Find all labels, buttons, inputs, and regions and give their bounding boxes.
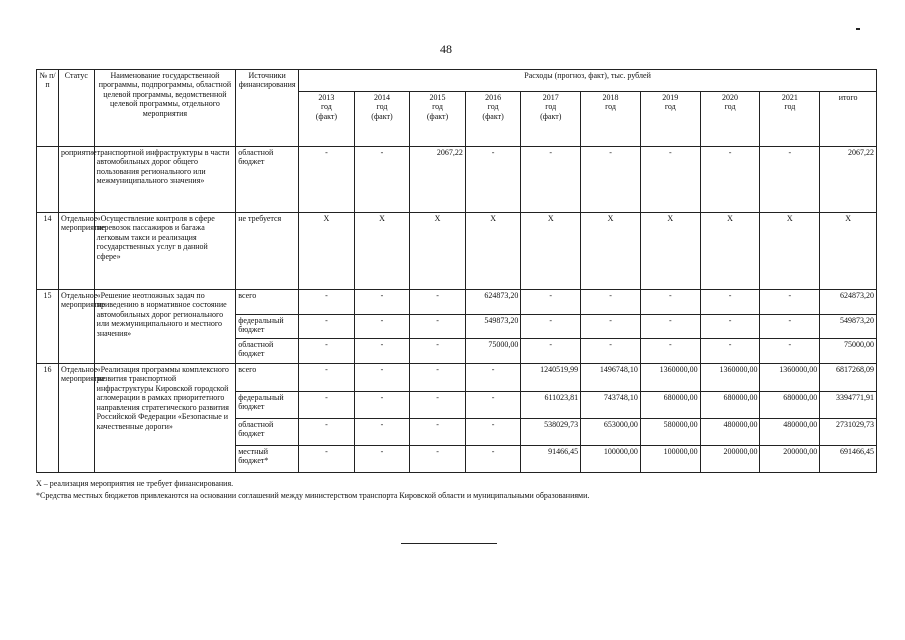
year-value: 75000,00	[466, 338, 521, 363]
year-header-2013	[299, 91, 355, 146]
year-value: 91466,45	[521, 445, 580, 472]
year-value-group	[640, 290, 700, 364]
year-header-sub: год	[724, 102, 736, 112]
year-value-group	[465, 290, 521, 364]
year-header-sub: год	[487, 102, 499, 112]
sub-cells	[641, 364, 700, 472]
year-value: -	[466, 418, 521, 445]
year-value: X	[354, 213, 410, 290]
year-value: -	[299, 147, 355, 213]
year-header-2016	[465, 91, 521, 146]
year-value: -	[299, 391, 354, 418]
year-value: 653000,00	[581, 418, 640, 445]
funding-source-group	[236, 364, 299, 473]
year-header-2019	[640, 91, 700, 146]
year-value: -	[549, 291, 553, 300]
year-header-y: 2013	[318, 92, 335, 102]
year-value: 743748,10	[581, 391, 640, 418]
year-header-2015	[410, 91, 466, 146]
year-value: 580000,00	[641, 418, 700, 445]
corner-mark	[856, 28, 860, 30]
total-value-group	[820, 364, 877, 473]
row-name: «Решение неотложных задач по приведению в нормативное состояние автомобильных дорог регионального или межмуниципального и местного значения»	[94, 290, 236, 364]
total-value: 75000,00	[820, 338, 876, 363]
sub-cells	[641, 290, 700, 363]
year-value-group	[410, 290, 466, 364]
sub-cells	[820, 290, 876, 363]
year-header-sub: год	[664, 102, 676, 112]
footnote-local-budgets: *Средства местных бюджетов привлекаются на основании соглашений между министерством транспорта Кировской области и муниципальными образованиями.	[36, 491, 590, 500]
year-header-sub: год	[320, 102, 332, 112]
year-value-group	[299, 364, 355, 473]
year-value: -	[760, 147, 820, 213]
funding-source: областной бюджет	[236, 418, 298, 445]
col-num-header: № п/п	[37, 70, 59, 147]
total-value: 3394771,91	[820, 391, 876, 418]
year-value: -	[436, 365, 439, 374]
funding-source-group	[236, 290, 299, 364]
total-value: 6817268,09	[836, 365, 874, 374]
year-header-sub: год	[784, 102, 796, 112]
year-value-group	[700, 290, 760, 364]
year-value: -	[325, 291, 328, 300]
year-header-note: (факт)	[540, 111, 562, 121]
sub-cells	[760, 290, 819, 363]
funding-source: не требуется	[236, 213, 299, 290]
year-value: -	[760, 314, 819, 338]
year-value: -	[436, 291, 439, 300]
year-value: -	[299, 445, 354, 472]
year-value: -	[641, 314, 700, 338]
year-value: -	[325, 365, 328, 374]
funding-source: местный бюджет*	[236, 445, 298, 472]
year-value: -	[581, 147, 641, 213]
year-value: -	[380, 291, 384, 300]
funding-source: всего	[238, 291, 257, 300]
sub-cells	[299, 290, 354, 363]
sub-cells	[410, 290, 465, 363]
year-header-sub: год	[376, 102, 388, 112]
year-value: 480000,00	[701, 418, 760, 445]
year-header-note: (факт)	[426, 111, 449, 121]
year-value-group	[700, 364, 760, 473]
year-value-group	[521, 290, 581, 364]
year-value-group	[299, 290, 355, 364]
row-name: «Осуществление контроля в сфере перевозок пассажиров и багажа легковым такси и реализация государственных услуг в данной сфере»	[94, 213, 236, 290]
sub-cells	[701, 364, 760, 472]
year-value: -	[700, 147, 760, 213]
funding-source: всего	[238, 365, 257, 374]
year-header-note: (факт)	[482, 111, 504, 121]
year-value: X	[581, 213, 641, 290]
sub-cells	[701, 290, 760, 363]
year-value: -	[701, 338, 760, 363]
sub-cells	[521, 290, 580, 363]
sub-cells	[466, 290, 521, 363]
total-value: 2067,22	[820, 147, 877, 213]
year-value: -	[640, 147, 700, 213]
year-value: X	[700, 213, 760, 290]
year-value: 480000,00	[760, 418, 819, 445]
row-name: «Реализация программы комплексного развития транспортной инфраструктуры Кировской городской агломерации в рамках приоритетного направления стратегического развития Российской Федерации «Безопасные и качественные дороги»	[94, 364, 236, 473]
year-header-2018	[581, 91, 641, 146]
year-header-note: (факт)	[371, 111, 393, 121]
signature-line	[401, 543, 497, 544]
year-value: 1360000,00	[719, 365, 758, 374]
year-value: -	[380, 365, 384, 374]
year-value: -	[354, 147, 410, 213]
year-value: -	[410, 314, 465, 338]
year-value: -	[668, 291, 672, 300]
year-value: -	[466, 391, 521, 418]
row-name: транспортной инфраструктуры в части автомобильных дорог общего пользования регионального или межмуниципального значения»	[94, 147, 236, 213]
row-number: 16	[37, 364, 59, 473]
sub-cells	[521, 364, 580, 472]
year-value: -	[466, 445, 521, 472]
sub-cells	[581, 364, 640, 472]
year-value: 680000,00	[701, 391, 760, 418]
sub-cells	[410, 364, 465, 472]
year-header-y: 2015	[429, 92, 446, 102]
year-value: -	[760, 338, 819, 363]
year-value: 200000,00	[760, 445, 819, 472]
expenses-header: Расходы (прогноз, факт), тыс. рублей	[299, 70, 877, 92]
sub-cells	[820, 364, 876, 472]
sub-cells	[355, 364, 410, 472]
funding-source: федеральный бюджет	[236, 391, 298, 418]
year-value: X	[760, 213, 820, 290]
year-header-y: 2016	[485, 92, 502, 102]
year-value: X	[521, 213, 581, 290]
year-value: -	[410, 418, 465, 445]
year-value: -	[410, 391, 465, 418]
total-value: X	[820, 213, 877, 290]
year-value: -	[355, 445, 410, 472]
year-value-group	[760, 290, 820, 364]
sub-cells	[581, 290, 640, 363]
year-value: 538029,73	[521, 418, 580, 445]
year-value: 549873,20	[466, 314, 521, 338]
year-header-y: 2021	[781, 92, 798, 102]
total-value: 624873,20	[840, 291, 874, 300]
year-value: -	[355, 338, 410, 363]
row-status: Отдельное мероприятие	[59, 290, 95, 364]
header-row-1	[37, 70, 877, 92]
col-name-header: Наименование государственной программы, подпрограммы, областной целевой программы, ведомственной целевой программы, отдельного мероприятия	[94, 70, 236, 147]
sub-cells	[760, 364, 819, 472]
year-value: -	[581, 314, 640, 338]
year-value: -	[410, 445, 465, 472]
year-value: 100000,00	[641, 445, 700, 472]
table-row	[37, 364, 877, 473]
expenses-table	[36, 69, 877, 473]
year-value: X	[640, 213, 700, 290]
year-header-2017	[521, 91, 581, 146]
year-value: -	[491, 365, 495, 374]
year-header-y: 2014	[373, 92, 390, 102]
year-header-sub: год	[545, 102, 557, 112]
year-value: -	[465, 147, 521, 213]
row-status: Отдельное мероприятие	[59, 364, 95, 473]
year-value-group	[354, 364, 410, 473]
year-header-2021	[760, 91, 820, 146]
col-status-header: Статус	[59, 70, 95, 147]
total-value-group	[820, 290, 877, 364]
table-row	[37, 213, 877, 290]
year-value-group	[410, 364, 466, 473]
total-value: 2731029,73	[820, 418, 876, 445]
year-header-note: (факт)	[315, 111, 338, 121]
year-value: 1360000,00	[779, 365, 818, 374]
sub-cells	[236, 290, 298, 363]
year-value: 2067,22	[410, 147, 466, 213]
row-number: 14	[37, 213, 59, 290]
year-value-group	[640, 364, 700, 473]
year-value: -	[299, 314, 354, 338]
year-value: -	[581, 338, 640, 363]
year-value: 200000,00	[701, 445, 760, 472]
total-value: 691466,45	[820, 445, 876, 472]
year-value: -	[355, 391, 410, 418]
year-value: -	[299, 418, 354, 445]
year-value: -	[728, 291, 732, 300]
year-header-y: 2020	[722, 92, 739, 102]
table-row	[37, 147, 877, 213]
year-value: -	[521, 338, 580, 363]
sub-cells	[355, 290, 410, 363]
year-value: X	[410, 213, 466, 290]
year-header-y: 2017	[542, 92, 559, 102]
year-value-group	[581, 290, 641, 364]
year-header-y: 2018	[602, 92, 619, 102]
funding-source: федеральный бюджет	[236, 314, 298, 338]
col-source-header: Источники финансирования	[236, 70, 299, 147]
year-value: -	[641, 338, 700, 363]
year-value: 680000,00	[641, 391, 700, 418]
year-value: -	[355, 314, 410, 338]
funding-source: областной бюджет	[236, 338, 298, 363]
year-value: 624873,20	[484, 291, 519, 300]
year-header-y: 2019	[662, 92, 679, 102]
year-value-group	[581, 364, 641, 473]
year-value: X	[465, 213, 521, 290]
row-number: 15	[37, 290, 59, 364]
year-value: 100000,00	[581, 445, 640, 472]
year-value: -	[521, 147, 581, 213]
year-value: 1496748,10	[599, 365, 638, 374]
year-header-2020	[700, 91, 760, 146]
year-value: 1360000,00	[659, 365, 698, 374]
year-value-group	[354, 290, 410, 364]
year-header-2014	[354, 91, 410, 146]
table-row	[37, 290, 877, 364]
row-status: роприятие	[59, 147, 95, 213]
year-value: 1240519,99	[540, 365, 579, 374]
year-value: -	[521, 314, 580, 338]
row-status: Отдельное мероприятие	[59, 213, 95, 290]
table-body	[37, 147, 877, 473]
year-value-group	[465, 364, 521, 473]
year-value: -	[355, 418, 410, 445]
total-header: итого	[820, 91, 877, 146]
year-value: -	[609, 291, 612, 300]
year-value: -	[788, 291, 792, 300]
total-value: 549873,20	[820, 314, 876, 338]
year-value: 611023,81	[521, 391, 580, 418]
page-number: 48	[440, 42, 452, 56]
year-value-group	[521, 364, 581, 473]
footnote-x: X – реализация мероприятия не требует финансирования.	[36, 479, 234, 488]
year-value-group	[760, 364, 820, 473]
year-value: -	[299, 338, 354, 363]
year-value: 680000,00	[760, 391, 819, 418]
funding-source: областной бюджет	[236, 147, 299, 213]
year-header-sub: год	[605, 102, 616, 112]
year-value: -	[410, 338, 465, 363]
sub-cells	[236, 364, 298, 472]
row-number	[37, 147, 59, 213]
year-value: -	[701, 314, 760, 338]
sub-cells	[299, 364, 354, 472]
sub-cells	[466, 364, 521, 472]
year-value: X	[299, 213, 355, 290]
year-header-sub: год	[432, 102, 443, 112]
